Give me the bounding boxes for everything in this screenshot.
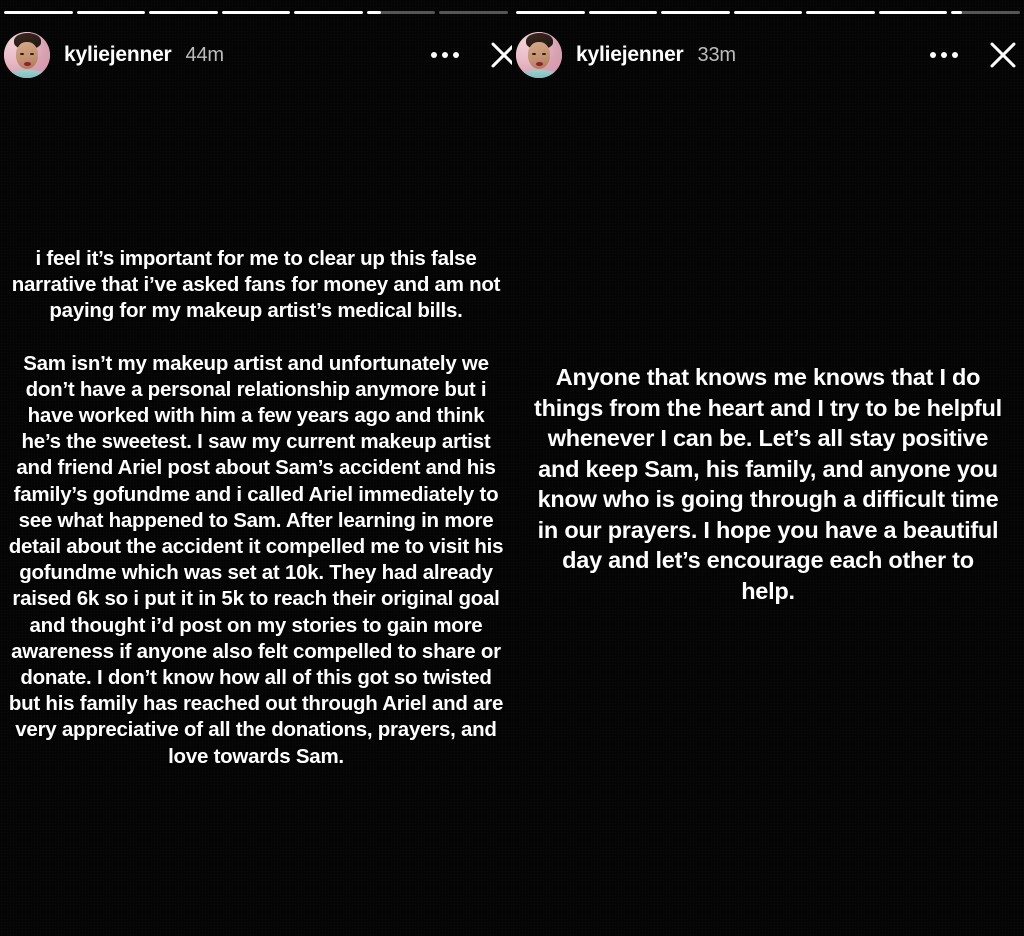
story-header-actions xyxy=(922,38,1024,72)
story-timestamp: 44m xyxy=(185,43,224,66)
progress-segment[interactable] xyxy=(439,11,508,14)
story-header-left xyxy=(0,26,512,84)
story-username[interactable]: kyliejenner xyxy=(576,43,684,66)
progress-segment[interactable] xyxy=(734,11,803,14)
progress-segment[interactable] xyxy=(516,11,585,14)
story-progress-bar-left xyxy=(4,11,508,15)
progress-segment[interactable] xyxy=(4,11,73,14)
progress-segment-fill xyxy=(77,11,146,14)
close-icon[interactable] xyxy=(986,38,1020,72)
more-dot xyxy=(930,52,936,58)
progress-segment[interactable] xyxy=(879,11,948,14)
progress-segment[interactable] xyxy=(149,11,218,14)
avatar-lips xyxy=(536,62,543,66)
avatar-shoulder xyxy=(520,70,559,78)
avatar-shoulder xyxy=(8,70,47,78)
progress-segment-fill xyxy=(879,11,948,14)
progress-segment-fill xyxy=(516,11,585,14)
progress-segment-fill xyxy=(951,11,961,14)
story-text-body-right xyxy=(512,362,1024,606)
progress-segment[interactable] xyxy=(806,11,875,14)
story-header-right xyxy=(512,26,1024,84)
progress-segment[interactable] xyxy=(661,11,730,14)
progress-segment-fill xyxy=(4,11,73,14)
close-icon[interactable] xyxy=(487,38,512,72)
more-options-icon[interactable] xyxy=(423,42,467,68)
progress-segment[interactable] xyxy=(77,11,146,14)
avatar-lips xyxy=(24,62,31,66)
avatar[interactable] xyxy=(4,32,50,78)
story-text-body-left xyxy=(0,246,512,770)
progress-segment-fill xyxy=(149,11,218,14)
more-dot xyxy=(442,52,448,58)
progress-segment[interactable] xyxy=(222,11,291,14)
avatar-eye-right xyxy=(30,53,34,55)
avatar-eye-left xyxy=(20,53,24,55)
more-dot xyxy=(431,52,437,58)
avatar-eye-left xyxy=(532,53,536,55)
avatar-eye-right xyxy=(542,53,546,55)
progress-segment-fill xyxy=(589,11,658,14)
progress-segment-fill xyxy=(367,11,381,14)
progress-segment[interactable] xyxy=(294,11,363,14)
story-panel-right[interactable] xyxy=(512,0,1024,936)
progress-segment-fill xyxy=(806,11,875,14)
progress-segment-fill xyxy=(661,11,730,14)
more-dot xyxy=(952,52,958,58)
progress-segment-fill xyxy=(294,11,363,14)
progress-segment[interactable] xyxy=(589,11,658,14)
story-progress-bar-right xyxy=(516,11,1020,15)
avatar[interactable] xyxy=(516,32,562,78)
more-dot xyxy=(941,52,947,58)
progress-segment-fill xyxy=(734,11,803,14)
more-options-icon[interactable] xyxy=(922,42,966,68)
story-paragraph: Anyone that knows me knows that I do things from the heart and I try to be helpful whenever I can be. Let’s all stay positive and keep Sam, his family, and anyone you know who is going through a difficult time in our prayers. I hope you have a beautiful day and let’s encourage each other to help. xyxy=(534,364,1002,604)
story-header-actions xyxy=(423,38,512,72)
progress-segment[interactable] xyxy=(951,11,1020,14)
story-paragraph: i feel it’s important for me to clear up this false narrative that i’ve asked fans for money and am not paying for my makeup artist’s medical bills. xyxy=(11,247,501,323)
story-paragraph: Sam isn’t my makeup artist and unfortunately we don’t have a personal relationship anymore but i have worked with him a few years ago and think he’s the sweetest. I saw my current makeup artist and friend Ariel post about Sam’s accident and his family’s gofundme and i called Ariel immediately to see what happened to Sam. After learning in more detail about the accident it compelled me to visit his gofundme which was set at 10k. They had already raised 6k so i put it in 5k to reach their original goal and thought i’d post on my stories to gain more awareness if anyone also felt compelled to share or donate. I don’t know how all of this got so twisted but his family has reached out through Ariel and are very appreciative of all the donations, prayers, and love towards Sam. xyxy=(8,351,504,768)
progress-segment-fill xyxy=(222,11,291,14)
progress-segment[interactable] xyxy=(367,11,436,14)
more-dot xyxy=(453,52,459,58)
story-username[interactable]: kyliejenner xyxy=(64,43,172,66)
story-timestamp: 33m xyxy=(697,43,736,66)
